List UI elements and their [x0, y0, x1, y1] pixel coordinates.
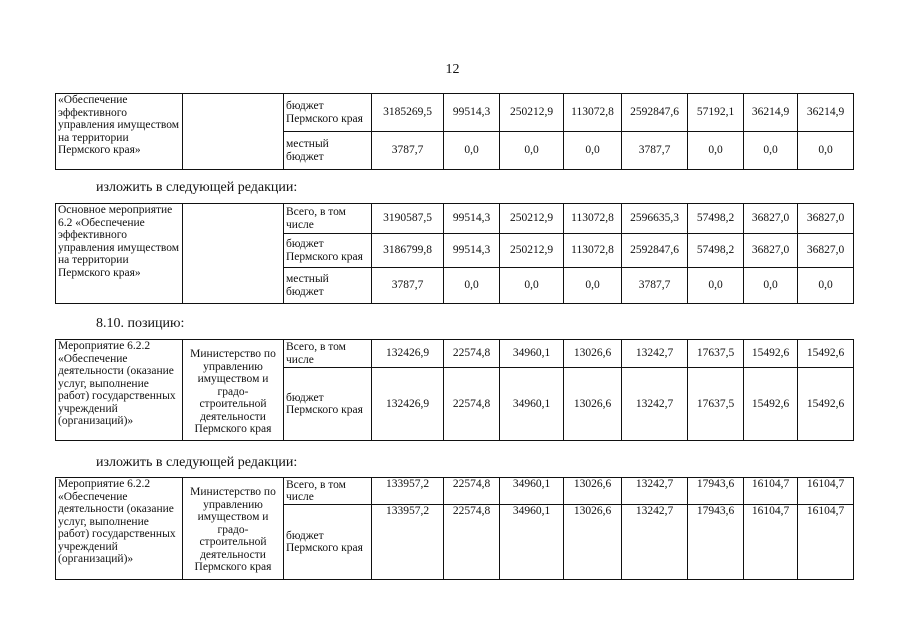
amount-cell: 99514,3 — [444, 234, 500, 268]
amount-cell: 16104,7 — [798, 478, 854, 505]
amount-cell: 15492,6 — [798, 368, 854, 441]
table-row — [56, 94, 854, 132]
amount-cell: 34960,1 — [500, 478, 564, 505]
amount-cell: 22574,8 — [444, 505, 500, 580]
amount-cell: 250212,9 — [500, 204, 564, 234]
measure-name-cell: Мероприятие 6.2.2 «Обеспечение деятельности (оказание услуг, выполнение работ) государственных учреждений (организаций)» — [56, 478, 183, 580]
amount-cell: 36827,0 — [744, 204, 798, 234]
amount-cell: 13242,7 — [622, 340, 688, 368]
amount-cell: 0,0 — [798, 132, 854, 170]
amount-cell: 3787,7 — [372, 268, 444, 304]
funding-source-cell: Всего, в том числе — [284, 478, 372, 505]
amount-cell: 3185269,5 — [372, 94, 444, 132]
amount-cell: 132426,9 — [372, 340, 444, 368]
amount-cell: 36827,0 — [798, 204, 854, 234]
amount-cell: 15492,6 — [744, 340, 798, 368]
amount-cell: 2596635,3 — [622, 204, 688, 234]
executor-cell — [183, 94, 284, 170]
amount-cell: 3787,7 — [622, 268, 688, 304]
amount-cell: 132426,9 — [372, 368, 444, 441]
amount-cell: 2592847,6 — [622, 234, 688, 268]
amount-cell: 16104,7 — [798, 505, 854, 580]
budget-table-1 — [55, 93, 854, 170]
amount-cell: 0,0 — [798, 268, 854, 304]
amount-cell: 13026,6 — [564, 505, 622, 580]
amount-cell: 17943,6 — [688, 505, 744, 580]
amount-cell: 0,0 — [744, 132, 798, 170]
amount-cell: 3186799,8 — [372, 234, 444, 268]
paragraph-new-edition-1: изложить в следующей редакции: — [96, 180, 298, 195]
executor-cell: Министерство по управлению имуществом и градо-строительной деятельности Пермского края — [183, 478, 284, 580]
amount-cell: 250212,9 — [500, 234, 564, 268]
measure-name-cell: Мероприятие 6.2.2 «Обеспечение деятельности (оказание услуг, выполнение работ) государственных учреждений (организаций)» — [56, 340, 183, 441]
amount-cell: 0,0 — [564, 268, 622, 304]
table-row — [56, 204, 854, 234]
measure-name-cell: Основное мероприятие 6.2 «Обеспечение эффективного управления имуществом на территории Пермского края» — [56, 204, 183, 304]
amount-cell: 250212,9 — [500, 94, 564, 132]
amount-cell: 36214,9 — [744, 94, 798, 132]
amount-cell: 133957,2 — [372, 505, 444, 580]
amount-cell: 17637,5 — [688, 340, 744, 368]
amount-cell: 133957,2 — [372, 478, 444, 505]
amount-cell: 0,0 — [564, 132, 622, 170]
amount-cell: 13242,7 — [622, 505, 688, 580]
amount-cell: 57498,2 — [688, 204, 744, 234]
amount-cell: 22574,8 — [444, 478, 500, 505]
funding-source-cell: Всего, в том числе — [284, 204, 372, 234]
funding-source-cell: местный бюджет — [284, 268, 372, 304]
budget-table-2 — [55, 203, 854, 304]
amount-cell: 99514,3 — [444, 204, 500, 234]
amount-cell: 99514,3 — [444, 94, 500, 132]
funding-source-cell: бюджет Пермского края — [284, 368, 372, 441]
amount-cell: 15492,6 — [798, 340, 854, 368]
amount-cell: 57192,1 — [688, 94, 744, 132]
amount-cell: 36827,0 — [744, 234, 798, 268]
amount-cell: 0,0 — [500, 268, 564, 304]
amount-cell: 0,0 — [444, 268, 500, 304]
amount-cell: 57498,2 — [688, 234, 744, 268]
amount-cell: 34960,1 — [500, 340, 564, 368]
paragraph-position-8-10: 8.10. позицию: — [96, 316, 185, 331]
amount-cell: 15492,6 — [744, 368, 798, 441]
amount-cell: 13242,7 — [622, 478, 688, 505]
amount-cell: 13026,6 — [564, 340, 622, 368]
budget-table-3 — [55, 339, 854, 441]
amount-cell: 22574,8 — [444, 340, 500, 368]
scan-margin-mark — [0, 0, 1, 1]
page-number: 12 — [445, 62, 460, 77]
executor-cell — [183, 204, 284, 304]
amount-cell: 36214,9 — [798, 94, 854, 132]
amount-cell: 34960,1 — [500, 505, 564, 580]
executor-cell: Министерство по управлению имуществом и градо-строительной деятельности Пермского края — [183, 340, 284, 441]
amount-cell: 16104,7 — [744, 505, 798, 580]
measure-name-cell: «Обеспечение эффективного управления имуществом на территории Пермского края» — [56, 94, 183, 170]
table-row — [56, 478, 854, 505]
funding-source-cell: бюджет Пермского края — [284, 505, 372, 580]
amount-cell: 36827,0 — [798, 234, 854, 268]
amount-cell: 3190587,5 — [372, 204, 444, 234]
amount-cell: 113072,8 — [564, 204, 622, 234]
amount-cell: 113072,8 — [564, 234, 622, 268]
amount-cell: 16104,7 — [744, 478, 798, 505]
amount-cell: 3787,7 — [622, 132, 688, 170]
amount-cell: 17943,6 — [688, 478, 744, 505]
amount-cell: 0,0 — [744, 268, 798, 304]
amount-cell: 13242,7 — [622, 368, 688, 441]
amount-cell: 3787,7 — [372, 132, 444, 170]
amount-cell: 113072,8 — [564, 94, 622, 132]
amount-cell: 13026,6 — [564, 478, 622, 505]
amount-cell: 34960,1 — [500, 368, 564, 441]
amount-cell: 0,0 — [688, 132, 744, 170]
amount-cell: 17637,5 — [688, 368, 744, 441]
amount-cell: 0,0 — [500, 132, 564, 170]
amount-cell: 22574,8 — [444, 368, 500, 441]
paragraph-new-edition-2: изложить в следующей редакции: — [96, 455, 298, 470]
amount-cell: 2592847,6 — [622, 94, 688, 132]
funding-source-cell: бюджет Пермского края — [284, 234, 372, 268]
amount-cell: 0,0 — [688, 268, 744, 304]
amount-cell: 0,0 — [444, 132, 500, 170]
funding-source-cell: местный бюджет — [284, 132, 372, 170]
funding-source-cell: Всего, в том числе — [284, 340, 372, 368]
budget-table-4 — [55, 477, 854, 580]
amount-cell: 13026,6 — [564, 368, 622, 441]
table-row — [56, 340, 854, 368]
funding-source-cell: бюджет Пермского края — [284, 94, 372, 132]
